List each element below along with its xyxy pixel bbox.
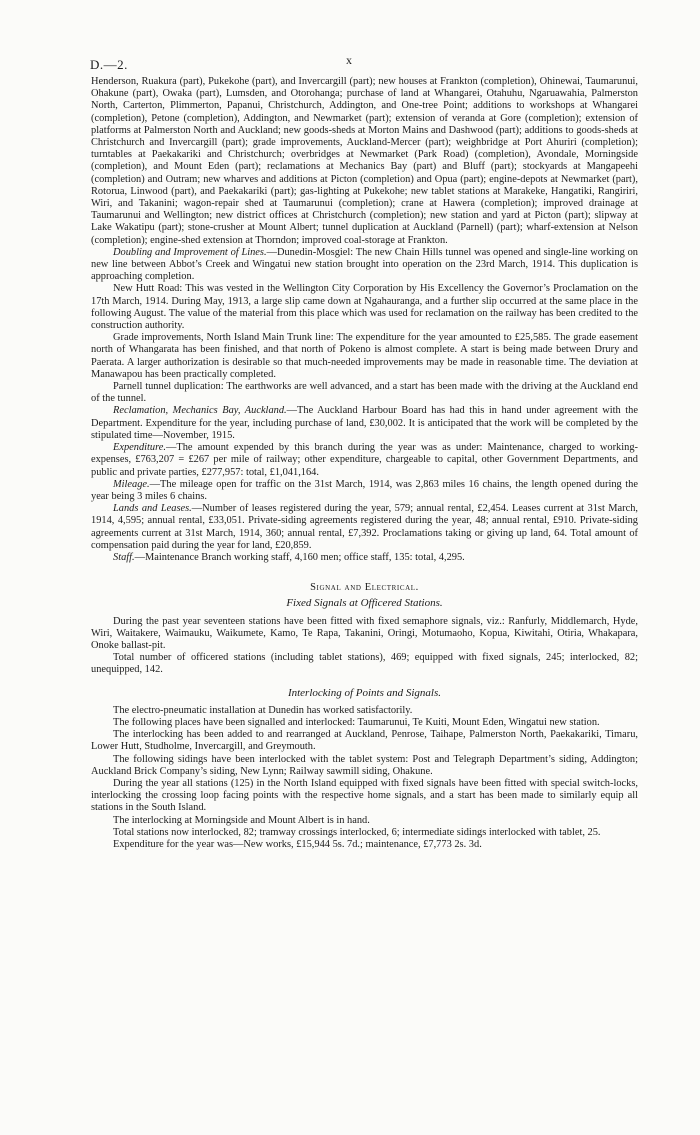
- paragraph-interlocked-totals: Total stations now interlocked, 82; tramway crossings interlocked, 6; intermediate sidings interlocked with tablet, 25.: [113, 826, 601, 838]
- paragraph-text: Grade improvements, North Island Main Trunk line: The expenditure for the year amounted to £25,585. The grade easement north of Whangarata has been finished, and that north of Pokeno is almost complete. A start is being made between Drury and Paerata. A larger authorization is desirable so that much-needed improvements may be made in reasonable time. The deviation at Manawapou has been practically completed.: [91, 332, 638, 380]
- paragraph-signal-expenditure: Expenditure for the year was—New works, £15,944 5s. 7d.; maintenance, £7,773 2s. 3d.: [113, 838, 482, 850]
- paragraph-expenditure: [91, 442, 638, 479]
- section-heading: Signal and Electrical.: [310, 582, 419, 594]
- paragraph-officered-totals: Total number of officered stations (including tablet stations), 469; equipped with fixed signals, 245; interlocked, 82; unequipped, 142.: [91, 652, 638, 676]
- paragraph-dunedin-installation: The electro-pneumatic installation at Dunedin has worked satisfactorily.: [113, 704, 413, 716]
- paragraph-text: —The mileage open for traffic on the 31st March, 1914, was 2,863 miles 16 chains, the length opened during the year being 3 miles 6 chains.: [91, 478, 638, 502]
- paragraph-in-hand: The interlocking at Morningside and Mount Albert is in hand.: [113, 814, 370, 826]
- paragraph-text: New Hutt Road: This was vested in the Wellington City Corporation by His Excellency the Governor’s Proclamation on the 17th March, 1914. During May, 1913, a large slip came down at Ngahauranga, and a further slip occurred at the same place in the following August. The value of the material from this place which was used for reclamation on the railway has been credited to the construction authority.: [91, 283, 638, 332]
- paragraph-text: —Dunedin-Mosgiel: The new Chain Hills tunnel was opened and single-line working on new line between Abbot’s Creek and Wingatui new station brought into operation on the 23rd March, 1914. This duplication is approaching completion.: [91, 246, 638, 283]
- subsection-heading-interlocking: Interlocking of Points and Signals.: [287, 686, 442, 699]
- paragraph-lands-leases: [91, 503, 638, 552]
- paragraph-text: —Maintenance Branch working staff, 4,160 men; office staff, 135: total, 4,295.: [134, 551, 465, 563]
- paragraph-lead: Lands and Leases.: [113, 503, 192, 515]
- page-number: x: [346, 53, 352, 67]
- paragraph-text: Parnell tunnel duplication: The earthworks are well advanced, and a start has been made with the driving at the Auckland end of the tunnel.: [91, 381, 638, 405]
- paragraph-rearranged: The interlocking has been added to and rearranged at Auckland, Penrose, Taihape, Palmerston North, Paekakariki, Timaru, Lower Hutt, Studholme, Invercargill, and Greymouth.: [91, 729, 638, 753]
- paragraph-staff: [91, 552, 638, 564]
- paragraph-mileage: [91, 479, 638, 503]
- paragraph-signalled-places: The following places have been signalled and interlocked: Taumarunui, Te Kuiti, Mount Eden, Wingatui new station.: [113, 716, 600, 728]
- opening-paragraph: Henderson, Ruakura (part), Pukekohe (part), and Invercargill (part); new houses at Frankton (completion), Ohinewai, Taumarunui, Ohakune (part), Owaka (part), Lumsden, and Otorohanga; purchase of land at Whangarei, Otahuhu, Ngaruawahia, Palmerston North, Carterton, Plimmerton, Papanui, Christchurch, Addington, and One-tree Point; additions to workshops at Whangarei (completion), Petone (completion), Addington, and Newmarket (part); extension of veranda at Gore (completion); extension of platforms at Palmerston North and Auckland; new goods-sheds at Morton Mains and Dashwood (part); additions to goods-sheds at Christchurch and Invercargill (part); grade improvements, Auckland-Mercer (part); weighbridge at Port Ahuriri (completion); turntables at Paekakariki and Christchurch; overbridges at Newmarket (Park Road) (completion), Avondale, Morningside (completion), and Mount Eden (part); reclamations at Mechanics Bay (part) and Bluff (part); stockyards at Mangapeehi (completion) and Outram; new wharves and additions at Picton (completion) and Opua (part); engine-depots at Newmarket (part), Rotorua, Linwood (part), and Paekakariki (part); gas-lighting at Pukekohe; new tablet stations at Marakeke, Hangatiki, Rangiriri, Wiri, and Takanini; wagon-repair shed at Taumarunui (completion); crane at Hawera (completion); improved drainage at Taumarunui and Wellington; new district offices at Christchurch (completion); new station and yard at Picton (part); slipway at Lake Wakatipu (part); stone-crusher at Mount Albert; tunnel duplication at Auckland (Parnell) (part); wharf-extension at Nelson (completion); engine-shed extension at Thorndon; improved coal-storage at Frankton.: [91, 76, 638, 246]
- paragraph-lead: Doubling and Improvement of Lines.: [113, 246, 267, 258]
- paragraph-lead: Expenditure.: [113, 442, 166, 454]
- paragraph-switch-locks: During the year all stations (125) in the North Island equipped with fixed signals have been fitted with special switch-locks, interlocking the crossing loop facing points with the respective home signals, and a start has been made to similarly equip all stations in the South Island.: [91, 777, 638, 814]
- folio-code: D.—2.: [90, 57, 128, 72]
- paragraph-grade-improvements: [91, 332, 638, 381]
- page-body: [91, 76, 638, 851]
- paragraph-doubling: [91, 247, 638, 284]
- paragraph-text: —The amount expended by this branch during the year was as under: Maintenance, charged to working-expenses, £763,207 = £267 per mile of railway; other expenditure, chargeable to capital, other Government Departments, and public and private parties, £277,957: total, £1,041,164.: [91, 442, 638, 478]
- paragraph-lead: Reclamation, Mechanics Bay, Auckland.: [113, 405, 287, 417]
- paragraph-hutt-road: [91, 283, 638, 332]
- paragraph-sidings: The following sidings have been interlocked with the tablet system: Post and Telegraph Department’s siding, Addington; Auckland Brick Company’s siding, New Lynn; Railway sawmill siding, Ohakune.: [91, 753, 638, 777]
- paragraph-lead: Mileage.: [113, 478, 150, 490]
- paragraph-text: —Number of leases registered during the year, 579; annual rental, £2,454. Leases current at 31st March, 1914, 4,595; annual rental, £33,051. Private-siding agreements registered during the year, 48; annual rental, £910. Private-siding agreements current at 31st March, 1914, 360; annual rental, £7,392. Proclamations taking or giving up land, 64. Total amount of compensation paid during the year for land, £20,859.: [91, 503, 638, 551]
- paragraph-text: —The Auckland Harbour Board has had this in hand under agreement with the Department. Expenditure for the year, including purchase of land, £30,002. It is anticipated that the work will be completed by the stipulated time—November, 1915.: [91, 405, 638, 441]
- paragraph-reclamation: [91, 405, 638, 442]
- subsection-heading-fixed-signals: Fixed Signals at Officered Stations.: [286, 597, 443, 610]
- paragraph-parnell-tunnel: [91, 381, 638, 405]
- paragraph-fixed-signals: During the past year seventeen stations have been fitted with fixed semaphore signals, viz.: Ranfurly, Middlemarch, Hyde, Wiri, Waitakere, Waimauku, Waikumete, Kamo, Te Rapa, Takanini, Oringi, Motumaoho, Kopua, Kiwitahi, Otiria, Whakapara, Onoke ballast-pit.: [91, 615, 638, 651]
- paragraph-lead: Staff.: [113, 551, 135, 563]
